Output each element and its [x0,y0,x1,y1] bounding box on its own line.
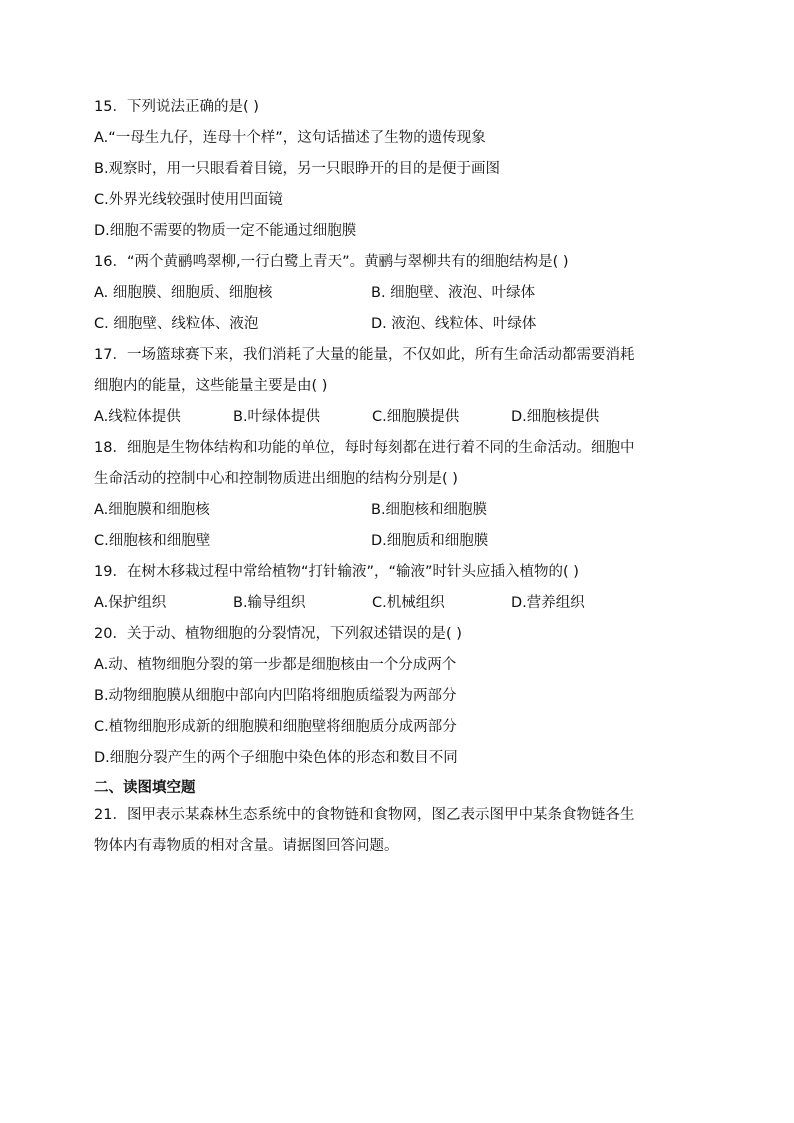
question-16-stem: 16．“两个黄鹂鸣翠柳,一行白鹭上青天”。黄鹂与翠柳共有的细胞结构是( ) [94,254,569,270]
question-19-option-a: A.保护组织 [94,595,167,611]
question-21-line-1: 21．图甲表示某森林生态系统中的食物链和食物网，图乙表示图甲中某条食物链各生 [94,807,635,823]
question-15-option-a: A.“一母生九仔，连母十个样”，这句话描述了生物的遗传现象 [94,130,486,146]
question-18-stem-line-2: 生命活动的控制中心和控制物质进出细胞的结构分别是( ) [94,471,458,487]
question-17-options [94,402,714,433]
question-17-option-c: C.细胞膜提供 [372,409,460,425]
question-17-option-b: B.叶绿体提供 [233,409,321,425]
question-16-options-row-1 [94,278,714,309]
question-15-option-b: B.观察时，用一只眼看着目镜，另一只眼睁开的目的是便于画图 [94,161,501,177]
question-20-stem: 20．关于动、植物细胞的分裂情况，下列叙述错误的是( ) [94,626,462,642]
question-18-option-d: D.细胞质和细胞膜 [371,533,489,549]
question-21-line-2: 物体内有毒物质的相对含量。请据图回答问题。 [94,838,399,854]
question-20-option-a: A.动、植物细胞分裂的第一步都是细胞核由一个分成两个 [94,657,457,673]
question-17-option-a: A.线粒体提供 [94,409,181,425]
question-20-option-b: B.动物细胞膜从细胞中部向内凹陷将细胞质缢裂为两部分 [94,688,457,704]
question-18-option-b: B.细胞核和细胞膜 [371,502,488,518]
section-title: 二、读图填空题 [94,780,196,796]
question-19-option-b: B.输导组织 [233,595,306,611]
question-17-stem-line-2: 细胞内的能量，这些能量主要是由( ) [94,378,328,394]
exam-page [94,92,714,862]
question-19-options [94,588,714,619]
question-16-option-b: B. 细胞壁、液泡、叶绿体 [371,285,536,301]
question-15-option-d: D.细胞不需要的物质一定不能通过细胞膜 [94,223,357,239]
question-17-stem-line-1: 17．一场篮球赛下来，我们消耗了大量的能量，不仅如此，所有生命活动都需要消耗 [94,347,635,363]
question-16-option-a: A. 细胞膜、细胞质、细胞核 [94,285,273,301]
question-19-option-d: D.营养组织 [511,595,585,611]
question-15-option-c: C.外界光线较强时使用凹面镜 [94,192,283,208]
question-15-stem: 15．下列说法正确的是( ) [94,99,259,115]
question-16-option-d: D. 液泡、线粒体、叶绿体 [371,316,537,332]
question-20-option-c: C.植物细胞形成新的细胞膜和细胞壁将细胞质分成两部分 [94,719,457,735]
question-18-option-c: C.细胞核和细胞壁 [94,533,211,549]
question-18-option-a: A.细胞膜和细胞核 [94,502,210,518]
question-17-option-d: D.细胞核提供 [511,409,600,425]
question-18-options-row-2 [94,526,714,557]
question-18-stem-line-1: 18．细胞是生物体结构和功能的单位，每时每刻都在进行着不同的生命活动。细胞中 [94,440,635,456]
question-19-stem: 19．在树木移栽过程中常给植物“打针输液”，“输液”时针头应插入植物的( ) [94,564,579,580]
question-16-option-c: C. 细胞壁、线粒体、液泡 [94,316,259,332]
question-16-options-row-2 [94,309,714,340]
question-19-option-c: C.机械组织 [372,595,445,611]
question-20-option-d: D.细胞分裂产生的两个子细胞中染色体的形态和数目不同 [94,750,458,766]
question-18-options-row-1 [94,495,714,526]
